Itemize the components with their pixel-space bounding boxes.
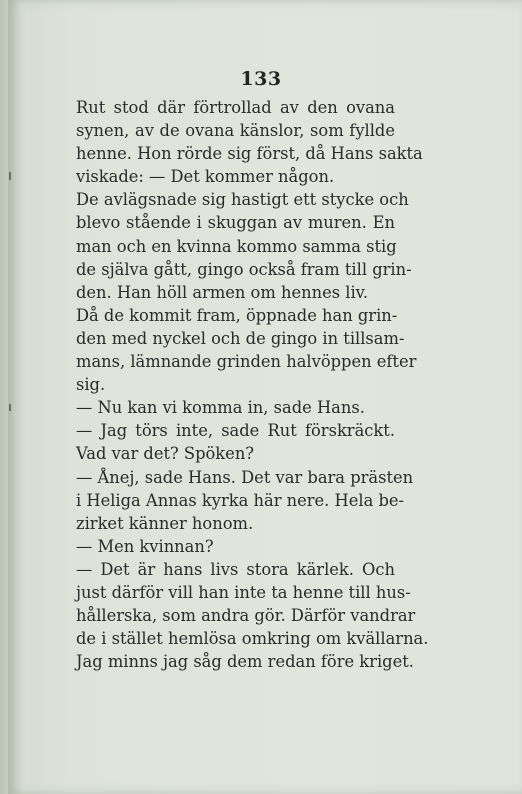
text-line: henne. Hon rörde sig först, då Hans sakta	[76, 144, 423, 164]
page-number: 133	[240, 68, 282, 90]
text-line: man och en kvinna kommo samma stig	[76, 236, 397, 256]
margin-mark-top	[9, 172, 11, 180]
text-line: viskade: — Det kommer någon.	[76, 167, 335, 187]
text-line: den. Han höll armen om hennes liv.	[76, 282, 369, 302]
text-line: zirket känner honom.	[76, 513, 254, 533]
text-line: Jag minns jag såg dem redan före kriget.	[76, 652, 414, 672]
text-line: — Det är hans livs stora kärlek. Och	[76, 559, 395, 579]
text-line: de själva gått, gingo också fram till grin-	[76, 259, 412, 279]
text-line: De avlägsnade sig hastigt ett stycke och	[76, 190, 409, 210]
text-line: — Ånej, sade Hans. Det var bara prästen	[76, 467, 414, 487]
text-line: den med nyckel och de gingo in tillsam-	[76, 328, 405, 348]
text-line: — Nu kan vi komma in, sade Hans.	[76, 398, 365, 418]
body-text	[76, 96, 429, 673]
text-line: hållerska, som andra gör. Därför vandrar	[76, 606, 416, 626]
margin-mark-bottom	[9, 404, 11, 411]
text-line: sig.	[76, 375, 106, 395]
text-line: — Jag törs inte, sade Rut förskräckt.	[76, 421, 395, 441]
text-line: synen, av de ovana känslor, som fyllde	[76, 121, 395, 141]
text-line: Rut stod där förtrollad av den ovana	[76, 98, 395, 117]
text-line: mans, lämnande grinden halvöppen efter	[76, 352, 417, 372]
text-line: blevo stående i skuggan av muren. En	[76, 213, 395, 233]
text-line: — Men kvinnan?	[76, 536, 214, 556]
text-line: Då de kommit fram, öppnade han grin-	[76, 305, 398, 325]
text-line: just därför vill han inte ta henne till hus-	[76, 582, 411, 602]
text-line: i Heliga Annas kyrka här nere. Hela be-	[76, 490, 405, 510]
text-line: Vad var det? Spöken?	[76, 444, 255, 464]
text-line: de i stället hemlösa omkring om kvällarna.	[76, 629, 429, 649]
page-edge-shadow	[0, 0, 8, 794]
